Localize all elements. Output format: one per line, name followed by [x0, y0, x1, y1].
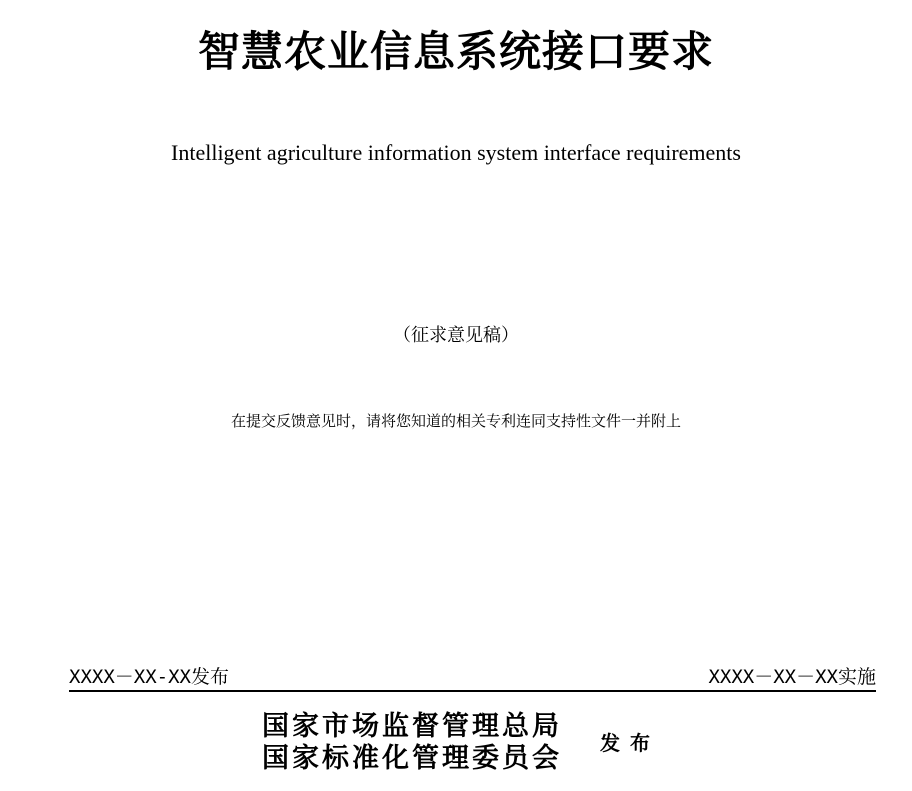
publisher-block: [262, 711, 582, 775]
publisher-sac: 国家标准化管理委员会: [262, 743, 562, 774]
document-title-chinese: 智慧农业信息系统接口要求: [197, 27, 714, 76]
draft-stage-label: （征求意见稿）: [393, 325, 519, 346]
implementation-date: XXXX－XX－XX实施: [708, 666, 876, 688]
document-title-english: Intelligent agriculture information system interface requirements: [171, 140, 741, 165]
issue-date: XXXX－XX-XX发布: [69, 666, 229, 688]
publish-label: 发布: [600, 731, 660, 755]
patent-notice: 在提交反馈意见时，请将您知道的相关专利连同支持性文件一并附上: [230, 412, 681, 430]
divider-line: [69, 690, 876, 692]
publisher-samr: 国家市场监督管理总局: [262, 711, 562, 742]
